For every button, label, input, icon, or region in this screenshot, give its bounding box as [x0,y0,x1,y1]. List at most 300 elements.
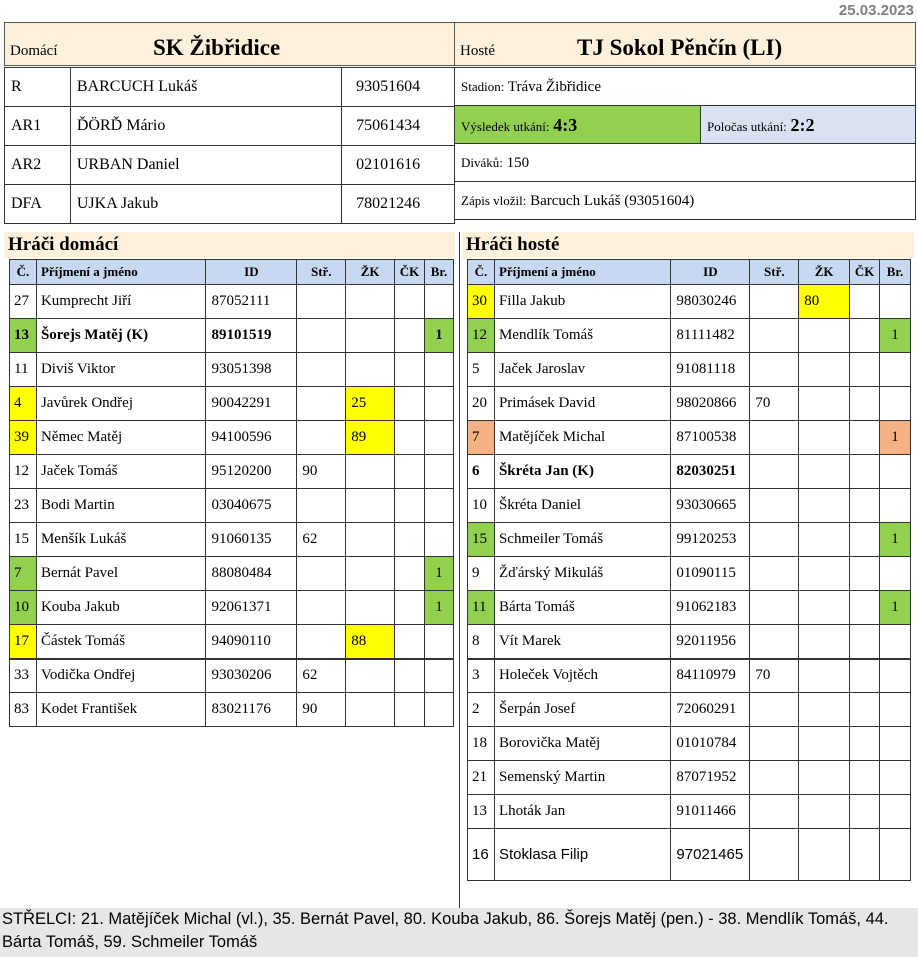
spectators-row [455,144,915,182]
player-yellow-card [799,319,850,353]
official-name: ĎÖRĎ Mário [70,107,341,146]
player-red-card [395,523,425,557]
player-yellow-card [346,455,395,489]
player-number: 2 [468,693,495,727]
player-name: Kouba Jakub [36,591,206,625]
player-name: Bodi Martin [36,489,206,523]
player-name: Bernát Pavel [36,557,206,591]
player-id: 91062183 [671,591,750,625]
player-red-card [850,523,880,557]
player-name: Částek Tomáš [36,625,206,659]
player-goals [880,761,911,795]
player-id: 94090110 [206,625,297,659]
player-goals [425,693,454,727]
player-yellow-card [346,659,395,693]
column-header: Stř. [297,260,346,285]
player-yellow-card [346,523,395,557]
player-goals [880,829,911,881]
player-sub-minute [750,319,799,353]
player-red-card [850,659,880,693]
player-number: 17 [10,625,37,659]
player-name: Filla Jakub [494,285,670,319]
player-sub-minute: 62 [297,659,346,693]
player-goals [880,387,911,421]
match-info [454,67,916,220]
player-yellow-card [799,557,850,591]
away-players-table [467,259,911,881]
player-number: 4 [10,387,37,421]
result-row [455,106,915,144]
player-goals [880,455,911,489]
player-red-card [850,795,880,829]
player-number: 39 [10,421,37,455]
player-name: Žďárský Mikuláš [494,557,670,591]
player-id: 81111482 [671,319,750,353]
player-id: 91011466 [671,795,750,829]
player-red-card [395,319,425,353]
player-red-card [850,693,880,727]
player-id: 97021465 [671,829,750,881]
player-row [10,319,454,353]
home-players-title: Hráči domácí [8,234,119,255]
player-row [468,795,911,829]
player-name: Jaček Tomáš [36,455,206,489]
player-row [468,693,911,727]
player-sub-minute [750,353,799,387]
player-goals [425,421,454,455]
player-sub-minute [297,285,346,319]
official-row [5,107,455,146]
player-sub-minute [750,727,799,761]
official-name: BARCUCH Lukáš [70,68,341,107]
player-yellow-card [799,693,850,727]
player-row [468,455,911,489]
home-players-title-bar [4,232,455,258]
player-sub-minute [297,489,346,523]
player-id: 92011956 [671,625,750,659]
player-goals [880,557,911,591]
player-id: 99120253 [671,523,750,557]
column-header: Č. [468,260,495,285]
player-sub-minute [750,625,799,659]
player-number: 21 [468,761,495,795]
player-row [10,421,454,455]
official-id: 75061434 [342,107,455,146]
player-red-card [395,693,425,727]
player-yellow-card: 89 [346,421,395,455]
player-number: 10 [468,489,495,523]
player-name: Šorejs Matěj (K) [36,319,206,353]
player-id: 01090115 [671,557,750,591]
player-id: 90042291 [206,387,297,421]
player-sub-minute [750,761,799,795]
player-name: Matějíček Michal [494,421,670,455]
halftime-label: Poločas utkání: [707,119,787,134]
player-red-card [395,557,425,591]
player-sub-minute [750,591,799,625]
player-sub-minute [297,421,346,455]
column-header: ŽK [799,260,850,285]
player-name: Škréta Daniel [494,489,670,523]
column-header: Stř. [750,260,799,285]
away-label: Hosté [460,43,495,59]
player-row [10,591,454,625]
player-goals: 1 [425,591,454,625]
player-yellow-card [799,761,850,795]
home-header [4,22,455,66]
player-id: 87100538 [671,421,750,455]
official-role: R [5,68,71,107]
player-goals: 1 [425,557,454,591]
player-sub-minute: 62 [297,523,346,557]
player-sub-minute [297,387,346,421]
stadium-row [455,68,915,106]
player-name: Vodička Ondřej [36,659,206,693]
player-goals [880,693,911,727]
official-role: DFA [5,185,71,224]
home-label: Domácí [10,43,58,59]
player-number: 33 [10,659,37,693]
player-goals [880,625,911,659]
player-number: 30 [468,285,495,319]
player-id: 91060135 [206,523,297,557]
player-name: Němec Matěj [36,421,206,455]
player-number: 20 [468,387,495,421]
player-name: Jaček Jaroslav [494,353,670,387]
player-number: 13 [10,319,37,353]
player-id: 91081118 [671,353,750,387]
player-id: 89101519 [206,319,297,353]
player-name: Stoklasa Filip [494,829,670,881]
result-label: Výsledek utkání: [461,119,550,134]
player-row [468,557,911,591]
player-yellow-card [799,455,850,489]
player-goals: 1 [880,591,911,625]
player-number: 27 [10,285,37,319]
player-goals [425,455,454,489]
player-id: 72060291 [671,693,750,727]
player-row [10,659,454,693]
result-value: 4:3 [553,115,578,135]
player-yellow-card [799,829,850,881]
player-name: Javůrek Ondřej [36,387,206,421]
player-name: Holeček Vojtěch [494,659,670,693]
player-id: 01010784 [671,727,750,761]
player-goals [880,659,911,693]
player-goals [425,625,454,659]
player-id: 94100596 [206,421,297,455]
player-goals [425,523,454,557]
player-number: 10 [10,591,37,625]
player-name: Kodet František [36,693,206,727]
player-number: 11 [10,353,37,387]
player-name: Lhoták Jan [494,795,670,829]
player-row [10,285,454,319]
column-header: Br. [425,260,454,285]
away-players-title: Hráči hosté [466,234,560,255]
player-yellow-card [346,319,395,353]
halftime-cell [700,106,915,143]
player-red-card [850,591,880,625]
player-yellow-card [799,489,850,523]
player-goals: 1 [880,319,911,353]
player-id: 98020866 [671,387,750,421]
player-yellow-card [799,353,850,387]
player-id: 84110979 [671,659,750,693]
official-role: AR1 [5,107,71,146]
player-id: 98030246 [671,285,750,319]
column-header: ŽK [346,260,395,285]
result-cell [455,106,700,143]
player-number: 18 [468,727,495,761]
player-yellow-card [799,727,850,761]
stadium-value: Tráva Žibřidice [507,79,601,95]
player-goals: 1 [880,421,911,455]
player-name: Bárta Tomáš [494,591,670,625]
column-divider [459,232,460,908]
player-yellow-card [799,523,850,557]
player-sub-minute [750,285,799,319]
scorers-text: STŘELCI: 21. Matějíček Michal (vl.), 35. Bernát Pavel, 80. Kouba Jakub, 86. Šorejs Matěj (pen.) - 38. Mendlík Tomáš, 44. Bárta Tomáš, 59. Schmeiler Tomáš [0,908,918,957]
player-id: 82030251 [671,455,750,489]
spectators-value: 150 [506,155,530,171]
player-row [468,523,911,557]
player-number: 16 [468,829,495,881]
player-number: 13 [468,795,495,829]
player-name: Primásek David [494,387,670,421]
player-row [10,523,454,557]
spectators-label: Diváků: [461,155,503,170]
player-yellow-card [346,353,395,387]
player-red-card [395,591,425,625]
player-row [10,625,454,659]
player-goals [425,353,454,387]
player-red-card [395,421,425,455]
player-red-card [395,285,425,319]
player-goals [425,489,454,523]
player-id: 93030665 [671,489,750,523]
player-yellow-card: 25 [346,387,395,421]
player-number: 15 [10,523,37,557]
player-id: 92061371 [206,591,297,625]
player-red-card [395,387,425,421]
player-row [10,557,454,591]
player-row [468,285,911,319]
player-row [468,319,911,353]
player-number: 23 [10,489,37,523]
home-team-name: SK Žibřidice [153,35,281,60]
player-red-card [850,387,880,421]
player-number: 7 [10,557,37,591]
player-red-card [850,319,880,353]
player-yellow-card [799,591,850,625]
player-goals: 1 [880,523,911,557]
player-yellow-card [346,285,395,319]
player-id: 03040675 [206,489,297,523]
away-players-title-bar [462,232,914,258]
player-sub-minute: 90 [297,693,346,727]
player-row [10,455,454,489]
player-goals [425,285,454,319]
player-goals [425,387,454,421]
official-row [5,146,455,185]
player-row [10,387,454,421]
player-sub-minute [297,319,346,353]
player-sub-minute [297,557,346,591]
player-sub-minute [297,625,346,659]
player-sub-minute [750,421,799,455]
official-id: 78021246 [342,185,455,224]
player-goals [880,285,911,319]
player-name: Mendlík Tomáš [494,319,670,353]
player-number: 7 [468,421,495,455]
player-sub-minute [750,489,799,523]
player-name: Borovička Matěj [494,727,670,761]
player-red-card [850,557,880,591]
player-yellow-card [799,625,850,659]
player-goals [880,489,911,523]
player-yellow-card [799,421,850,455]
player-name: Diviš Viktor [36,353,206,387]
player-yellow-card [799,387,850,421]
player-name: Semenský Martin [494,761,670,795]
player-number: 6 [468,455,495,489]
player-red-card [850,829,880,881]
player-id: 93051398 [206,353,297,387]
player-sub-minute [750,523,799,557]
player-id: 87052111 [206,285,297,319]
player-id: 88080484 [206,557,297,591]
officials-table [4,67,455,224]
player-red-card [850,421,880,455]
player-name: Šerpán Josef [494,693,670,727]
player-goals [880,795,911,829]
player-row [468,591,911,625]
player-yellow-card: 80 [799,285,850,319]
column-header: ID [206,260,297,285]
player-number: 83 [10,693,37,727]
player-goals [425,659,454,693]
player-row [468,727,911,761]
player-number: 5 [468,353,495,387]
player-id: 93030206 [206,659,297,693]
player-red-card [395,659,425,693]
player-yellow-card [799,795,850,829]
entered-value: Barcuch Lukáš (93051604) [530,193,695,209]
column-header: Příjmení a jméno [494,260,670,285]
player-name: Kumprecht Jiří [36,285,206,319]
home-players-table [9,259,454,727]
player-number: 12 [468,319,495,353]
player-yellow-card [346,557,395,591]
column-header: ČK [395,260,425,285]
away-header [454,22,916,66]
player-red-card [395,353,425,387]
match-date: 25.03.2023 [838,2,914,19]
player-row [468,353,911,387]
player-red-card [850,353,880,387]
player-sub-minute [750,557,799,591]
official-name: UJKA Jakub [70,185,341,224]
player-row [468,489,911,523]
column-header: Br. [880,260,911,285]
official-role: AR2 [5,146,71,185]
halftime-value: 2:2 [790,115,815,135]
player-number: 15 [468,523,495,557]
player-yellow-card: 88 [346,625,395,659]
player-yellow-card [346,591,395,625]
stadium-label: Stadion: [461,79,505,94]
player-id: 95120200 [206,455,297,489]
player-number: 12 [10,455,37,489]
player-goals: 1 [425,319,454,353]
player-yellow-card [346,489,395,523]
away-team-name: TJ Sokol Pěnčín (LI) [577,35,783,60]
player-number: 3 [468,659,495,693]
player-number: 9 [468,557,495,591]
entered-label: Zápis vložil: [461,193,527,208]
player-row [468,625,911,659]
player-sub-minute: 70 [750,659,799,693]
official-name: URBAN Daniel [70,146,341,185]
player-name: Schmeiler Tomáš [494,523,670,557]
player-red-card [395,489,425,523]
player-sub-minute: 90 [297,455,346,489]
column-header: ID [671,260,750,285]
player-row [10,693,454,727]
player-number: 11 [468,591,495,625]
player-sub-minute [750,455,799,489]
player-red-card [395,455,425,489]
official-row [5,68,455,107]
player-red-card [850,727,880,761]
player-id: 83021176 [206,693,297,727]
player-row [468,659,911,693]
official-row [5,185,455,224]
player-row [468,829,911,881]
player-id: 87071952 [671,761,750,795]
player-sub-minute [297,353,346,387]
player-name: Škréta Jan (K) [494,455,670,489]
column-header: ČK [850,260,880,285]
player-row [468,421,911,455]
player-sub-minute [750,693,799,727]
player-sub-minute [297,591,346,625]
player-goals [880,727,911,761]
player-row [10,353,454,387]
player-yellow-card [799,659,850,693]
player-red-card [850,455,880,489]
player-red-card [850,489,880,523]
player-red-card [395,625,425,659]
player-sub-minute: 70 [750,387,799,421]
player-row [468,387,911,421]
column-header: Příjmení a jméno [36,260,206,285]
player-goals [880,353,911,387]
player-row [10,489,454,523]
player-name: Menšík Lukáš [36,523,206,557]
player-row [468,761,911,795]
player-number: 8 [468,625,495,659]
player-red-card [850,761,880,795]
player-sub-minute [750,829,799,881]
official-id: 02101616 [342,146,455,185]
column-header: Č. [10,260,37,285]
entered-row [455,182,915,220]
player-red-card [850,285,880,319]
player-red-card [850,625,880,659]
player-yellow-card [346,693,395,727]
